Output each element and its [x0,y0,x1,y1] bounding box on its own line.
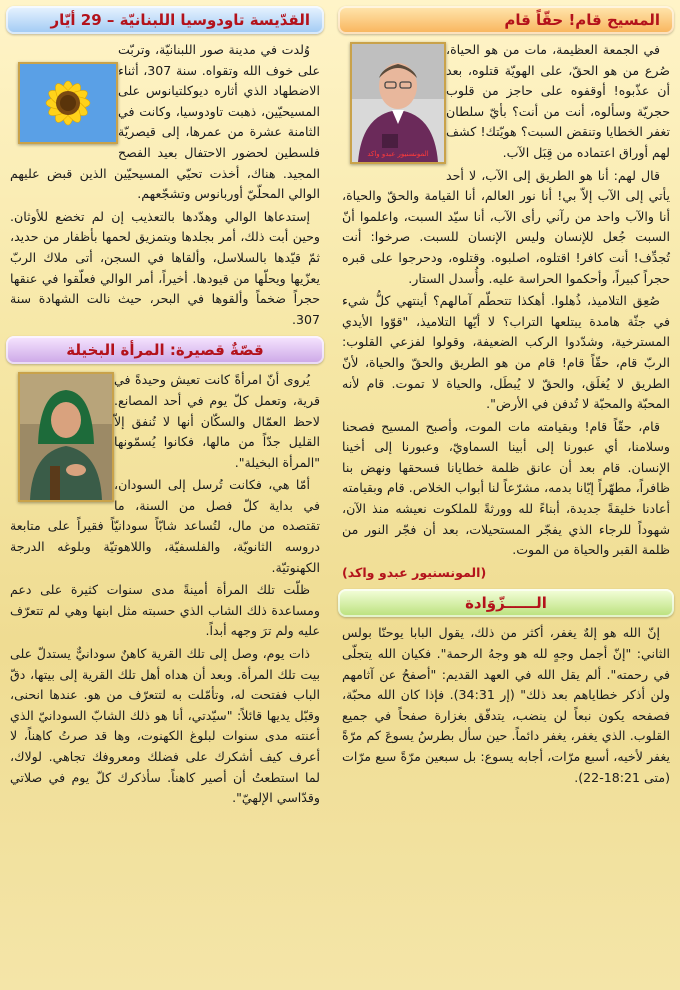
sunflower-photo [18,62,118,144]
story-body [10,370,320,808]
author-signature: (المونسنيور عبدو واكد) [342,564,487,580]
photo-caption: المونسنيور عبدو واكد [367,150,429,158]
story-paragraph: يُروى أنّ امرأةً كانت تعيش وحيدةً في قرية، وتعمل كلّ يوم في أحد المصانع. لاحظ العمّال والسكّان أنها لا تُنفق إلاّ القليل جدّاً من مالها، فكانوا يُسمّونها "المرأة البخيلة". [114,372,320,470]
article-paragraph: قال لهم: أنا هو الطريق إلى الآب، لا أحد يأتي إلى الآب إلاّ بي! أنا نور العالم، أنا القيامة والحقّ والحياة، أنا والآب واحد من رآني رأى الآب، أنا سيّد السبت، واعلموا أنّ السبت جُعل للإنسان وليس الإنسان للسبت. صرخوا: أنت تُجدِّف! أنت كافر! اقتلوه، اصلبوه. وقتلوه، ودحرجوا على قبره حجراً كبيراً، وأحكموا الحراسة عليه. وأُسدل الستار. [342,167,670,286]
old-woman-image [20,374,112,500]
left-column [6,6,324,811]
zawada-paragraph: إنّ الله هو إلهٌ يغفر، أكثر من ذلك، يقول البابا يوحنّا بولس الثاني: "إنّ أجمل وجهٍ لله هو وجهُ الرحمة". فكيان الله يتجلّى في رحمته". ألم يقل الله في العهد القديم: "أصفحُ عن آثامهم ولن أذكر خطاياهم بعد ذلك" (إر 34:31). فإذا كان الله محبّة، فصفحه يكون نبعاً لن ينضب، يتدفّق بغزارة صفحاً في جميع القلوب. الذي يغفر، يغفر دائماً. حين سأل بطرسُ يسوعَ كم مرّةً يغفر لأخيه، أسبع مرّات، أجابه يسوع: بل سبعين مرّةً سبع مرّات (متى 18:21-22). [342,625,670,785]
old-woman-photo [18,372,114,502]
portrait-image [352,44,444,162]
story-title: قصّةٌ قصيرة: المرأة البخيلة [66,341,264,360]
story-paragraph: أمّا هي، فكانت تُرسل إلى السودان، في بداية كلّ فصل من السنة، ما تقتصده من مال، لتُساعد شابّاً سودانيّاً فقيراً على متابعة دروسه الثانويّة، والفلسفيّة، واللاهوتيّة وبلوغه الدرجة الكهنوتيّة. [10,477,320,575]
saint-paragraph: وُلدت في مدينة صور اللبنانيّة، وتربّت على خوف الله وتقواه. سنة 307، أثناء الاضطهاد الذي أثاره ديوكلتيانوس على المسيحيّين، ذهبت تاودوسيا، وكانت في الثامنة عشرة من عمرها، إلى قيصريّة فلسطين لحضور الاحتفال بعيد الفصح المجيد. هناك، أخذت تحيّي المسيحيّين الذين قبض عليهم الوالي المحلّيّ أوربانوس وتشجّعهم. [10,42,320,202]
article-paragraph: قام، حقّاً قام! وبقيامته مات الموت، وأصبح المسيح فصحنا وسلامنا، أي عبورنا إلى أبينا السماويّ، وعبورنا إلى أخينا الإنسان. قام بعد أن عانق ظلمة خطايانا فسحقها ونهض بنا ظافراً، مطهّراً إيّانا بدمه، مشرّعاً لنا أبواب الخلاص. قام وبقيامته أعادنا خليقةً جديدة، أبناءً لله وورثةً للملكوت نعيشه منذ الآن، شهوداً للرجاء الذي يفجّر المستحيلات، بعد أن فجّر النور من ظلمة القبر والحياة من الموت. [342,418,670,558]
zawada-title: الــــــزّوَادة [465,594,547,613]
saint-title: القدّيسة تاودوسيا اللبنانيّة – 29 أيّار [50,11,310,29]
article-title-banner [338,6,674,34]
saint-body [10,40,320,330]
zawada-body [342,623,670,788]
article-paragraph: صُعِق التلاميذ، ذُهلوا. أهكذا تتحطّم آمالهم؟ أينتهي كلُّ شيء في جثّة هامدة يبتلعها التراب؟ لا أيّها التلاميذ، "قوّوا الأيدي المسترخية، وشدّدوا الركب الضعيفة، وقولوا لفزعي القلوب: الربّ قام، حقّاً قام! قام من هو الطريق والحقّ والحياة، لأنّ الطريق لا يُغلَق، والحقّ لا يُبطَل، والحياة لا تموت. قام لأنه المحبّة والمحبّة لا تُدفن في الأرض". [342,293,670,412]
saint-paragraph: إستدعاها الوالي وهدّدها بالتعذيب إن لم تخضع للأوثان. وحين أبت ذلك، أمر بجلدها وبتمزيق لحمها بأظفار من حديد، ثمّ قيّدها بالسلاسل، وألقاها في السجن، أتى ملاك الربّ يعزّيها ويحلّها من قيودها. أخيراً، أمر الوالي فعلّقوا في عنقها حجراً ضخماً وألقوها في البحر، حيث نالت الشهادة سنة 307. [10,208,320,327]
story-title-banner [6,336,324,364]
sunflower-image [20,64,116,142]
author-photo [350,42,446,164]
saint-title-banner [6,6,324,34]
signature-line [342,563,670,584]
zawada-title-banner [338,589,674,617]
article-paragraph: في الجمعة العظيمة، مات من هو الحياة، صُرع من هو الحقّ، على الهويّة قتلوه، بعد أن عذّبوه! أوقفوه على حاجز من قلوب حجريّة وسألوه، أنت من أنت؟ بأيّ سلطان تغفر الخطايا وتنقض السبت؟ هويّتك! كشف لهم أوراق اعتماده من قِبَل الآب. [446,42,670,160]
article-body [342,40,670,583]
story-paragraph: ظلّت تلك المرأة أمينةً مدى سنوات كثيرة على دعم ومساعدة ذلك الشاب الذي حسبته مثل ابنها وهي لم تتعرّف عليه ولم ترَ وجهه أبداً. [10,582,320,639]
article-title: المسيح قام! حقّاً قام [504,11,660,29]
right-column [338,6,674,790]
story-paragraph: ذات يوم، وصل إلى تلك القرية كاهنٌ سودانيٌّ يستدلّ على بيت تلك المرأة. وبعد أن هداه أهل تلك القرية إلى بيتها، دقّ الباب ففتحت له، وتأمّلت به لتتعرّف من هو. عندها انحنى، وقبّل يديها قائلاً: "سيّدتي، أنا هو ذلك الشابّ السودانيّ الذي أعنته مدى سنوات لبلوغ الكهنوت، وها قد صرتُ كاهناً، لا أعرف كيف أشكرك على فضلك ومعروفك تجاهي. لولاك، لما استطعتُ أن أصير كاهناً. سأذكرك كلّ يوم في صلاتي وقدّاسي الإلهيّ". [10,646,320,806]
